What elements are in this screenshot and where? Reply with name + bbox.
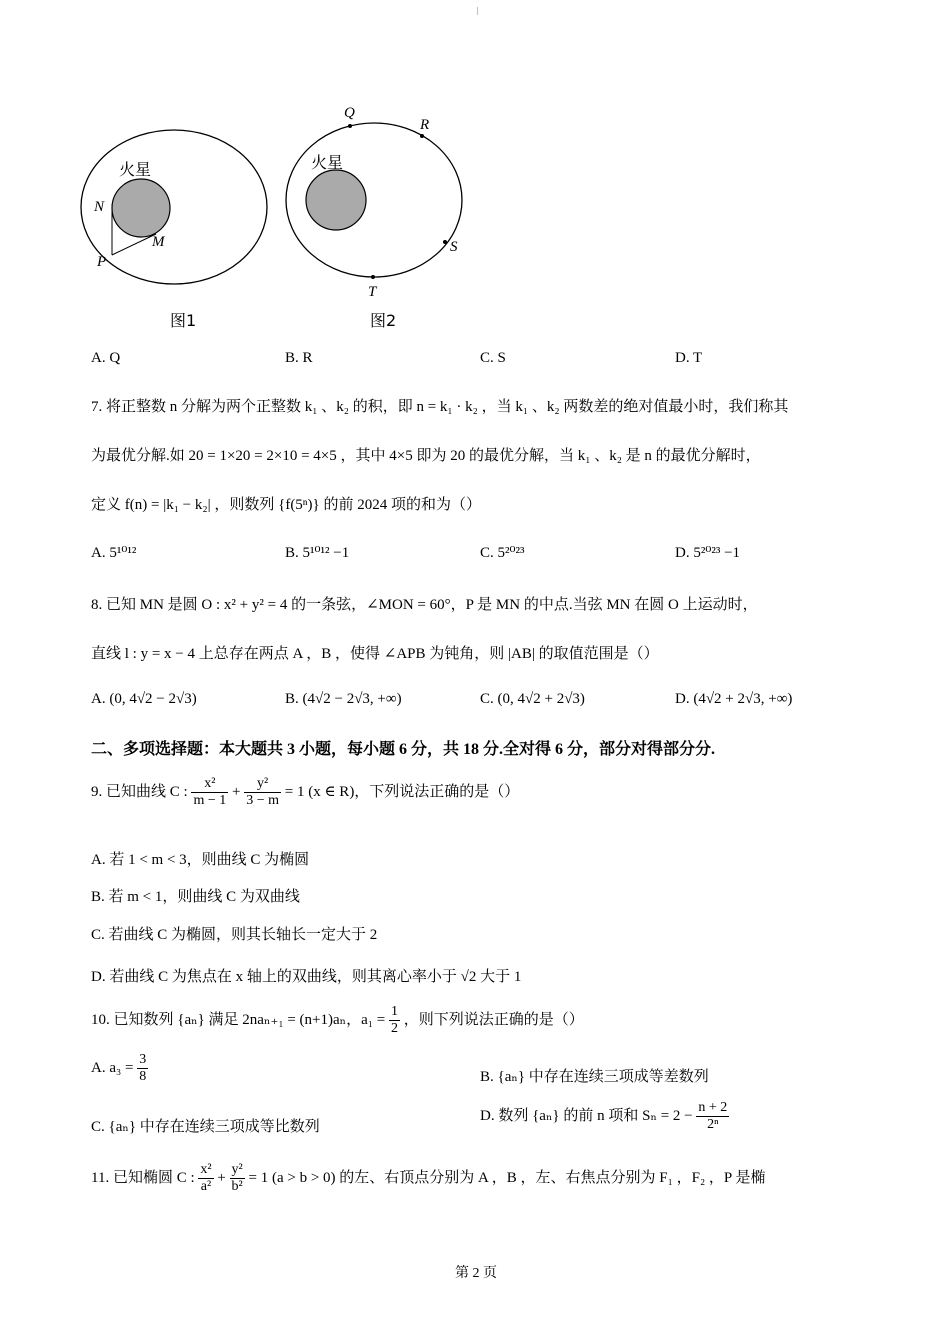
q9-option-a: A. 若 1 < m < 3，则曲线 C 为椭圆 [91,852,310,868]
q7-line3: 定义 f(n) = |k₁ − k₂| ，则数列 {f(5ⁿ)} 的前 2024 项的和为（） [91,497,481,513]
fig2-point-q: Q [344,105,355,121]
fig1-mars [112,179,170,237]
q6-option-a: A. Q [91,350,121,366]
q9-option-b: B. 若 m < 1，则曲线 C 为双曲线 [91,889,300,905]
q7-option-d: D. 5²⁰²³ −1 [675,545,741,561]
q9-stem [91,776,519,809]
q6-option-b: B. R [285,350,313,366]
q10-optd-fraction [696,1100,729,1133]
q6-option-d: D. T [675,350,703,366]
fig2-point-r: R [420,117,430,133]
q10-opta-num: 3 [139,1052,147,1067]
q10-optd-den: 2ⁿ [707,1117,719,1132]
q10-option-b: B. {aₙ} 中存在连续三项成等差数列 [480,1069,709,1085]
q9-option-d: D. 若曲线 C 为焦点在 x 轴上的双曲线，则其离心率小于 √2 大于 1 [91,969,522,985]
section2-title: 二、多项选择题：本大题共 3 小题，每小题 6 分，共 18 分.全对得 6 分，部分对得部分分. [91,741,716,758]
fig2-label: 图2 [370,311,397,330]
q10-a1-fraction [389,1004,400,1037]
page-number: 第 2 页 [455,1266,497,1281]
q10-optd-num: n + 2 [698,1100,728,1115]
q9-den2: 3 − m [246,793,279,808]
q9-plus: + [231,783,241,800]
fig2-mars-label: 火星 [311,153,344,172]
fig2-dot-q [348,124,352,128]
q10-opta-den: 8 [139,1069,147,1084]
q10-prefix: 10. 已知数列 {aₙ} 满足 2naₙ₊₁ = (n+1)aₙ，a₁ = [91,1011,386,1028]
q11-num1: x² [200,1162,212,1177]
q9-fraction-2 [244,776,281,809]
q11-suffix: = 1 (a > b > 0) 的左、右顶点分别为 A ，B ，左、右焦点分别为 F₁ ，F₂ ，P 是椭 [248,1169,766,1186]
q8-option-d: D. (4√2 + 2√3, +∞) [675,691,793,707]
q11-den1: a² [200,1179,212,1194]
q8-option-b: B. (4√2 − 2√3, +∞) [285,691,402,707]
q10-opta-prefix: A. a₃ = [91,1059,134,1076]
q11-fraction-1 [198,1162,213,1195]
q6-option-c: C. S [480,350,506,366]
fig2-mars [306,170,366,230]
fig1-point-p: P [97,254,107,270]
q9-suffix: = 1 (x ∈ R)，下列说法正确的是（） [284,783,520,800]
q11-prefix: 11. 已知椭圆 C : [91,1169,195,1186]
q9-prefix: 9. 已知曲线 C : [91,783,188,800]
q9-den1: m − 1 [193,793,227,808]
fig1-label: 图1 [170,311,197,330]
q8-line2: 直线 l : y = x − 4 上总存在两点 A ，B ，使得 ∠APB 为钝角，则 |AB| 的取值范围是（） [91,646,659,662]
q8-line1: 8. 已知 MN 是圆 O : x² + y² = 4 的一条弦，∠MON = 60°，P 是 MN 的中点.当弦 MN 在圆 O 上运动时， [91,597,758,613]
fig1-point-n: N [94,199,105,215]
q11-num2: y² [231,1162,243,1177]
q10-a1-den: 2 [391,1021,398,1036]
q9-num2: y² [244,776,281,793]
q10-suffix: ，则下列说法正确的是（） [403,1011,584,1028]
q9-option-c: C. 若曲线 C 为椭圆，则其长轴长一定大于 2 [91,927,378,943]
q10-option-c: C. {aₙ} 中存在连续三项成等比数列 [91,1119,320,1135]
fig1-point-m: M [152,234,165,250]
q9-fraction-1 [191,776,228,809]
q8-option-a: A. (0, 4√2 − 2√3) [91,691,197,707]
fig2-point-s: S [450,239,458,255]
fig1-mars-label: 火星 [119,160,152,179]
q10-optd-prefix: D. 数列 {aₙ} 的前 n 项和 Sₙ = 2 − [480,1107,693,1124]
q11-den2: b² [231,1179,243,1194]
q11-plus: + [217,1169,226,1186]
fig1-orbit [81,130,267,284]
orbit-diagram-svg [80,95,480,340]
q7-line2: 为最优分解.如 20 = 1×20 = 2×10 = 4×5 ，其中 4×5 即为 20 的最优分解，当 k₁ 、k₂ 是 n 的最优分解时， [91,448,761,464]
top-mark: | [477,6,479,15]
q10-option-a [91,1052,148,1085]
fig2-dot-t [371,275,375,279]
q10-option-d [480,1100,729,1133]
q7-line1: 7. 将正整数 n 分解为两个正整数 k₁ 、k₂ 的积，即 n = k₁ · k₂ ，当 k₁ 、k₂ 两数差的绝对值最小时，我们称其 [91,399,789,415]
q8-option-c: C. (0, 4√2 + 2√3) [480,691,585,707]
q10-a1-num: 1 [391,1004,398,1019]
fig1-line-pm [112,234,156,255]
q7-option-b: B. 5¹⁰¹² −1 [285,545,350,561]
q10-opta-fraction [137,1052,148,1085]
fig2-dot-s [443,240,447,244]
q10-stem [91,1004,584,1037]
fig2-point-t: T [368,284,377,300]
q11-stem [91,1162,765,1195]
mars-orbit-figure [80,95,480,340]
q11-fraction-2 [230,1162,245,1195]
fig2-dot-r [420,134,424,138]
q9-num1: x² [191,776,228,793]
q7-option-c: C. 5²⁰²³ [480,545,525,561]
q7-option-a: A. 5¹⁰¹² [91,545,137,561]
